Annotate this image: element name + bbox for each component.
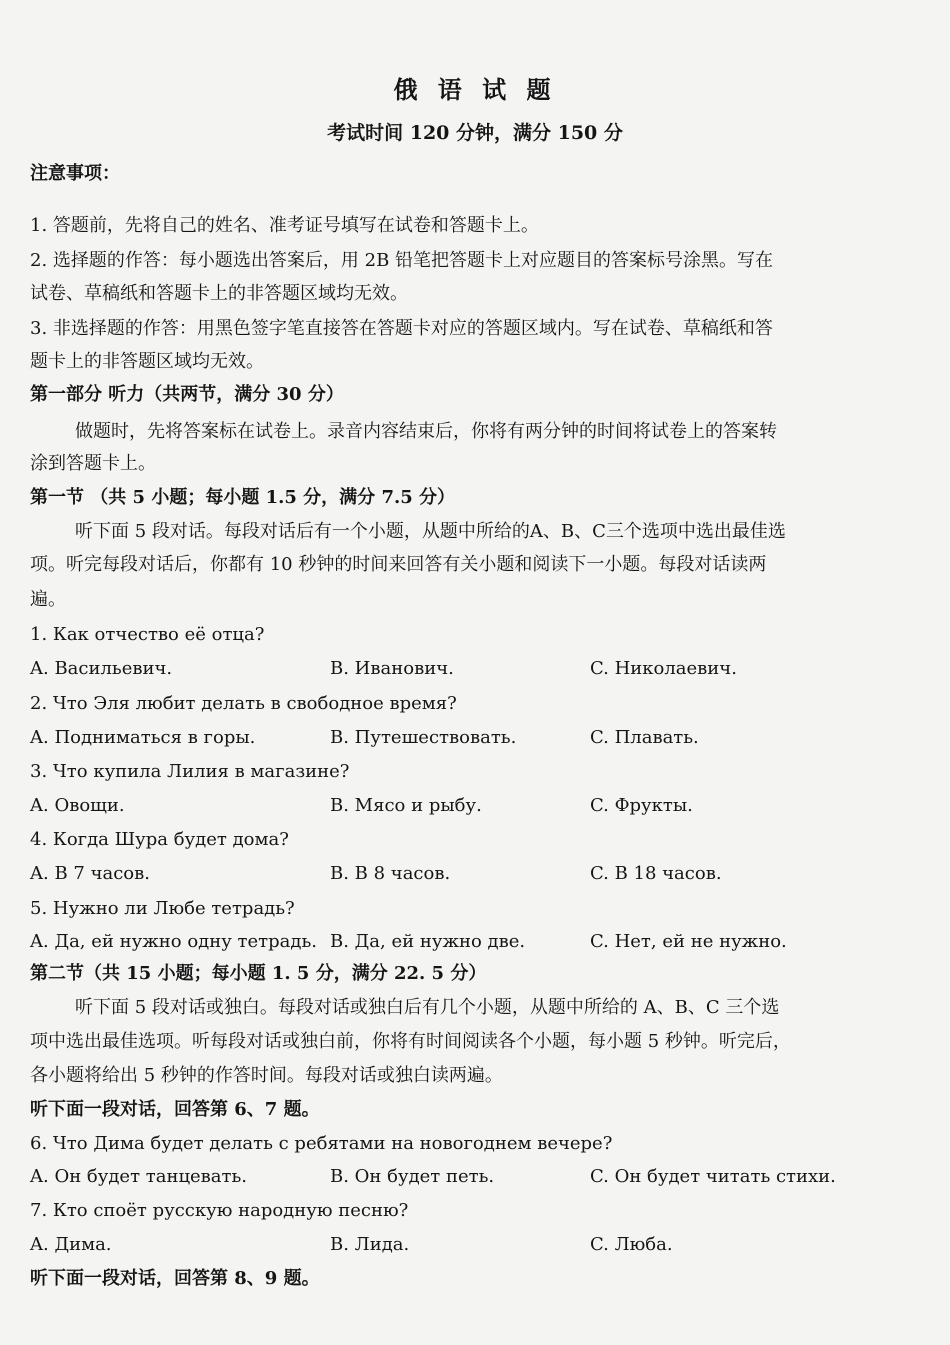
question-6: 6. Что Дима будет делать с ребятами на новогоднем вечере? <box>30 1133 613 1154</box>
q6-option-c: C. Он будет читать стихи. <box>590 1166 836 1187</box>
note-item-3-cont: 题卡上的非答题区域均无效。 <box>30 351 264 372</box>
note-item-2: 2. 选择题的作答：每小题选出答案后，用 2B 铅笔把答题卡上对应题目的答案标号涂黑。写在 <box>30 250 774 271</box>
q1-option-a: A. Васильевич. <box>30 658 173 679</box>
dialogue-group-heading: 听下面一段对话，回答第 8、9 题。 <box>30 1268 320 1289</box>
section1-intro-cont: 遍。 <box>30 589 66 610</box>
q3-option-a: A. Овощи. <box>30 795 125 816</box>
section2-intro: 听下面 5 段对话或独白。每段对话或独白后有几个小题，从题中所给的 A、B、C 三个选 <box>75 997 780 1018</box>
section1-heading: 第一节 （共 5 小题；每小题 1.5 分，满分 7.5 分） <box>30 487 456 508</box>
q1-option-b: B. Иванович. <box>330 658 454 679</box>
q1-option-c: C. Николаевич. <box>590 658 737 679</box>
note-item-2-cont: 试卷、草稿纸和答题卡上的非答题区域均无效。 <box>30 283 408 304</box>
note-item-1: 1. 答题前，先将自己的姓名、准考证号填写在试卷和答题卡上。 <box>30 215 539 236</box>
q7-option-c: C. Люба. <box>590 1234 673 1255</box>
q2-option-b: B. Путешествовать. <box>330 727 517 748</box>
q4-option-b: B. В 8 часов. <box>330 863 451 884</box>
q7-option-a: A. Дима. <box>30 1234 112 1255</box>
q5-option-b: B. Да, ей нужно две. <box>330 931 526 952</box>
q2-option-c: C. Плавать. <box>590 727 699 748</box>
question-7: 7. Кто споёт русскую народную песню? <box>30 1200 409 1221</box>
part1-intro-cont: 涂到答题卡上。 <box>30 453 156 474</box>
q2-option-a: A. Подниматься в горы. <box>30 727 256 748</box>
section1-intro-cont: 项。听完每段对话后，你都有 10 秒钟的时间来回答有关小题和阅读下一小题。每段对话读两 <box>30 554 767 575</box>
question-2: 2. Что Эля любит делать в свободное время? <box>30 693 457 714</box>
section1-intro: 听下面 5 段对话。每段对话后有一个小题，从题中所给的A、B、C三个选项中选出最佳选 <box>75 521 786 542</box>
question-3: 3. Что купила Лилия в магазине? <box>30 761 350 782</box>
exam-duration: 考试时间 120 分钟，满分 150 分 <box>327 122 623 144</box>
note-item-3: 3. 非选择题的作答：用黑色签字笔直接答在答题卡对应的答题区域内。写在试卷、草稿纸和答 <box>30 318 773 339</box>
q5-option-c: C. Нет, ей не нужно. <box>590 931 787 952</box>
section2-intro-cont: 各小题将给出 5 秒钟的作答时间。每段对话或独白读两遍。 <box>30 1065 503 1086</box>
part1-intro: 做题时，先将答案标在试卷上。录音内容结束后，你将有两分钟的时间将试卷上的答案转 <box>75 421 777 442</box>
notes-heading: 注意事项： <box>30 163 120 184</box>
dialogue-group-heading: 听下面一段对话，回答第 6、7 题。 <box>30 1099 320 1120</box>
section2-heading: 第二节（共 15 小题；每小题 1. 5 分，满分 22. 5 分） <box>30 963 487 984</box>
q4-option-a: A. В 7 часов. <box>30 863 150 884</box>
question-5: 5. Нужно ли Любе тетрадь? <box>30 898 295 919</box>
part1-heading: 第一部分 听力（共两节，满分 30 分） <box>30 384 344 405</box>
q6-option-b: B. Он будет петь. <box>330 1166 495 1187</box>
q5-option-a: A. Да, ей нужно одну тетрадь. <box>30 931 317 952</box>
q3-option-c: C. Фрукты. <box>590 795 693 816</box>
page-title: 俄 语 试 题 <box>393 75 557 104</box>
q6-option-a: A. Он будет танцевать. <box>30 1166 248 1187</box>
question-1: 1. Как отчество её отца? <box>30 624 265 645</box>
section2-intro-cont: 项中选出最佳选项。听每段对话或独白前，你将有时间阅读各个小题，每小题 5 秒钟。听完后， <box>30 1031 791 1052</box>
q3-option-b: B. Мясо и рыбу. <box>330 795 482 816</box>
question-4: 4. Когда Шура будет дома? <box>30 829 289 850</box>
q7-option-b: B. Лида. <box>330 1234 410 1255</box>
q4-option-c: C. В 18 часов. <box>590 863 722 884</box>
